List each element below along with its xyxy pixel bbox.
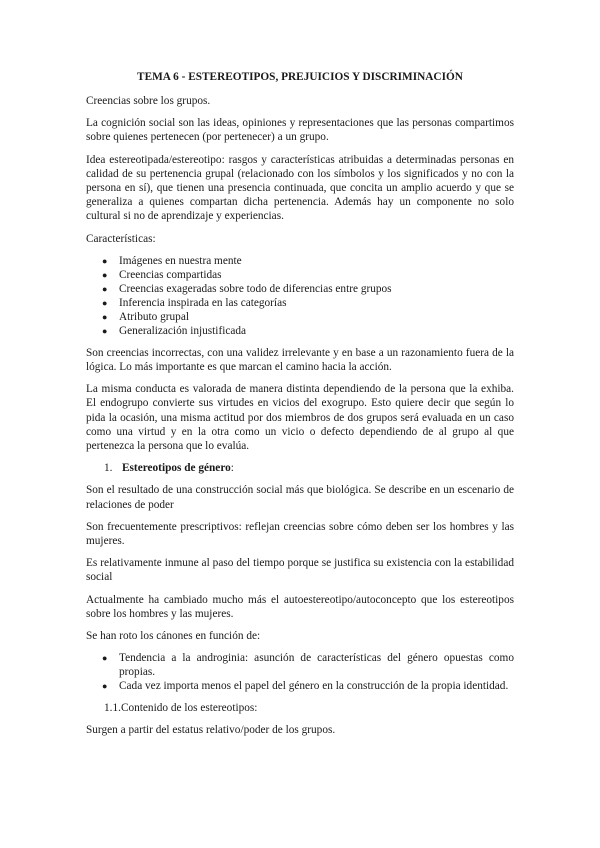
paragraph-incorrect-beliefs: Son creencias incorrectas, con una validez irrelevante y en base a un razonamiento fuera de la lógica. Lo más importante es que marcan el camino hacia la acción.	[86, 346, 514, 374]
paragraph-social-cognition: La cognición social son las ideas, opiniones y representaciones que las personas compartimos sobre quienes pertenecen (por pertenecer) a un grupo.	[86, 117, 514, 144]
list-item: ● Creencias exageradas sobre todo de diferencias entre grupos	[102, 282, 392, 295]
list-item: ● Cada vez importa menos el papel del género en la construcción de la propia identidad.	[102, 680, 509, 693]
bullet-icon: ●	[102, 325, 108, 336]
paragraph-prescriptive: Son frecuentemente prescriptivos: reflejan creencias sobre cómo deben ser los hombres y las mujeres.	[86, 520, 514, 548]
section-title: Estereotipos de género	[122, 462, 231, 475]
paragraph-status-power: Surgen a partir del estatus relativo/poder de los grupos.	[86, 724, 336, 737]
document-page	[86, 70, 514, 746]
bullet-icon: ●	[102, 653, 108, 664]
paragraph-broken-canons: Se han roto los cánones en función de:	[86, 630, 261, 643]
paragraph-stereotype-definition: Idea estereotipada/estereotipo: rasgos y características atribuidas a determinadas personas en calidad de su pertenencia grupal (relacionado con los símbolos y los significados y no con la persona en sí), que tienen una presencia continuada, que concita un amplio acuerdo y que se generaliza a quienes compartan dicha pertenencia. Además hay un componente no solo cultural si no de aprendizaje y experiencias.	[86, 153, 514, 223]
bullet-icon: ●	[102, 297, 108, 308]
list-item: ● Inferencia inspirada en las categorías	[102, 296, 287, 309]
list-item: ● Atributo grupal	[102, 310, 189, 323]
bullet-icon: ●	[102, 283, 108, 294]
list-item: ● Tendencia a la androginia: asunción de características del género opuestas como propias.	[102, 652, 514, 679]
section-heading-gender-stereotypes: 1. Estereotipos de género:	[104, 462, 234, 475]
bullet-icon: ●	[102, 681, 108, 692]
list-item: ● Imágenes en nuestra mente	[102, 254, 242, 267]
paragraph-characteristics-label: Características:	[86, 232, 156, 245]
paragraph-intro: Creencias sobre los grupos.	[86, 95, 211, 107]
list-item: ● Creencias compartidas	[102, 268, 222, 281]
section-number: 1.	[104, 462, 113, 475]
bullet-icon: ●	[102, 269, 108, 280]
bullet-icon: ●	[102, 255, 108, 266]
paragraph-ingroup-outgroup: La misma conducta es valorada de manera distinta dependiendo de la persona que la exhiba. El endogrupo convierte sus virtudes en vicios del exogrupo. Esto quiere decir que según lo pida la ocasión, una misma actitud por dos miembros de dos grupos será evaluada en un caso como una virtud y en la otra como un vicio o defecto dependiendo de al grupo al que pertenezca la persona que lo evalúa.	[86, 383, 514, 453]
characteristics-list	[86, 254, 514, 338]
paragraph-social-construction: Son el resultado de una construcción social más que biológica. Se describe en un escenario de relaciones de poder	[86, 484, 514, 511]
page-title: TEMA 6 - ESTEREOTIPOS, PREJUICIOS Y DISCRIMINACIÓN	[137, 71, 463, 83]
bullet-icon: ●	[102, 311, 108, 322]
paragraph-immune-to-time: Es relativamente inmune al paso del tiempo porque se justifica su existencia con la estabilidad social	[86, 557, 514, 584]
subsection-heading-content: 1.1.Contenido de los estereotipos:	[104, 702, 258, 715]
paragraph-self-stereotype: Actualmente ha cambiado mucho más el autoestereotipo/autoconcepto que los estereotipos sobre los hombres y las mujeres.	[86, 593, 514, 620]
list-item: ● Generalización injustificada	[102, 324, 247, 337]
canons-list	[86, 651, 514, 693]
